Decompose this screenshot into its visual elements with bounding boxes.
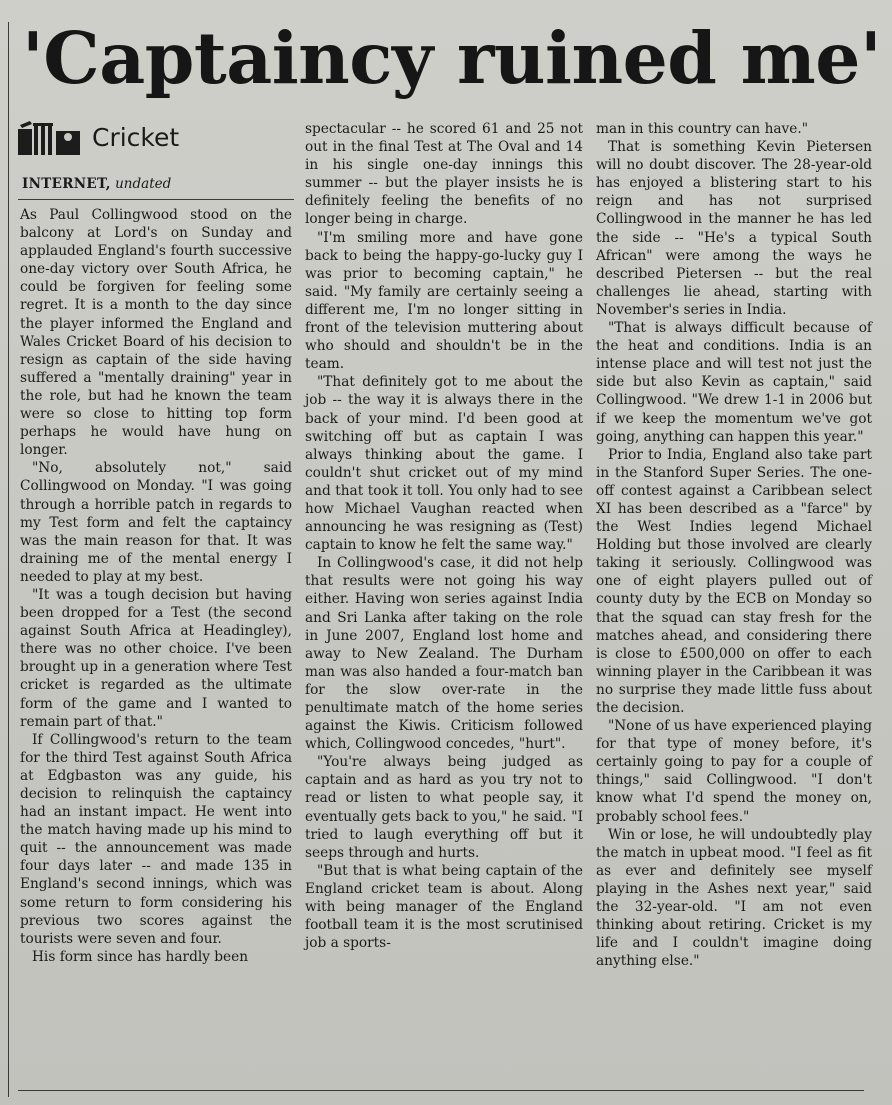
bottom-rule (18, 1090, 864, 1091)
paragraph: man in this country can have." (596, 121, 809, 137)
dateline-rule (18, 199, 294, 200)
paragraph: Win or lose, he will undoubtedly play the match in upbeat mood. "I feel as fit as ever and definitely see myself playing in the Ashes next year," said the 32-year-old. "I am not even thinking about retiring. Cricket is my life and I couldn't imagine doing anything else." (596, 826, 872, 970)
paragraph: "You're always being judged as captain and as hard as you try not to read or listen to what people say, it eventually gets back to you," he said. "I tried to laugh everything off but it seeps through and hurts. (305, 754, 583, 861)
left-column-rule (8, 22, 9, 1097)
paragraph: Prior to India, England also take part in the Stanford Super Series. The one-off contest against a Caribbean select XI has been described as a "farce" by the West Indies legend Michael Holding but those involved are clearly taking it seriously. Collingwood was one of eight players pulled out of county duty by the ECB on Monday so that the squad can stay fresh for the matches ahead, and considering there is close to £500,000 on offer to each winning player in the Caribbean it was no surprise they made little fuss about the decision. (596, 446, 872, 716)
paragraph: "But that is what being captain of the England cricket team is about. Along with being manager of the England football team it is the most scrutinised job a sports- (305, 862, 583, 952)
paragraph: In Collingwood's case, it did not help that results were not going his way either. Having won series against India and Sri Lanka after taking on the role in June 2007, England lost home and away to New Zealand. The Durham man was also handed a four-match ban for the slow over-rate in the penultimate match of the home series against the Kiwis. Criticism followed which, Collingwood concedes, "hurt". (305, 555, 583, 753)
dateline-date: undated (115, 176, 172, 192)
dateline (22, 175, 292, 193)
section-name: Cricket (92, 123, 180, 152)
cricket-stumps-logo-icon (18, 121, 86, 155)
article-column-2 (305, 120, 583, 1085)
paragraph: "That definitely got to me about the job -- the way it is always there in the back of your mind. I'd been good at switching off but as captain I was always thinking about the game. I couldn't shut cricket out of my mind and that took it toll. You only had to see how Michael Vaughan reacted when announcing he was resigning as (Test) captain to know he felt the same way." (305, 374, 583, 554)
paragraph: As Paul Collingwood stood on the balcony at Lord's on Sunday and applauded England's fourth successive one-day victory over South Africa, he could be forgiven for feeling some regret. It is a month to the day since the player informed the England and Wales Cricket Board of his decision to resign as captain of the side having suffered a "mentally draining" year in the role, but had he known the team were so close to hitting top form perhaps he would have hung on longer. (20, 207, 292, 459)
article-column-3 (596, 120, 872, 1085)
paragraph: If Collingwood's return to the team for the third Test against South Africa at Edgbaston was any guide, his decision to relinquish the captaincy had an instant impact. He went into the match having made up his mind to quit -- the announcement was made four days later -- and made 135 in England's second innings, which was some return to form considering his previous two scores against the tourists were seven and four. (20, 731, 292, 947)
paragraph: "It was a tough decision but having been dropped for a Test (the second against South Africa at Headingley), there was no other choice. I've been brought up in a generation where Test cricket is regarded as the ultimate form of the game and I wanted to remain part of that." (20, 586, 292, 730)
paragraph: "I'm smiling more and have gone back to being the happy-go-lucky guy I was prior to becoming captain," he said. "My family are certainly seeing a different me, I'm no longer sitting in front of the television muttering about who should and shouldn't be in the team. (305, 229, 583, 373)
section-tag (18, 118, 288, 158)
paragraph: That is something Kevin Pietersen will no doubt discover. The 28-year-old has enjoyed a blistering start to his reign and has not surprised Collingwood in the manner he has led the side -- "He's a typical South African" were among the ways he described Pietersen -- but the real challenges lie ahead, starting with November's series in India. (596, 139, 872, 318)
paragraph: "That is always difficult because of the heat and conditions. India is an intense place and will test not just the side but also Kevin as captain," said Collingwood. "We drew 1-1 in 2006 but if we keep the momentum we've got going, anything can happen this year." (596, 320, 872, 445)
paragraph: "None of us have experienced playing for that type of money before, it's certainly going to pay for a couple of things," said Collingwood. "I don't know what I'd spend the money on, probably school fees." (596, 718, 872, 825)
paragraph: spectacular -- he scored 61 and 25 not out in the final Test at The Oval and 14 in his single one-day innings this summer -- but the player insists he is definitely feeling the benefits of no longer being in charge. (305, 121, 583, 228)
article-column-1 (20, 206, 292, 1086)
headline: 'Captaincy ruined me' (22, 16, 882, 100)
paragraph: "No, absolutely not," said Collingwood on Monday. "I was going through a horrible patch in regards to my Test form and felt the captaincy was the main reason for that. It was draining me of the mental energy I needed to play at my best. (20, 460, 292, 585)
paragraph: His form since has hardly been (32, 948, 249, 965)
dateline-place: INTERNET, (22, 176, 111, 192)
